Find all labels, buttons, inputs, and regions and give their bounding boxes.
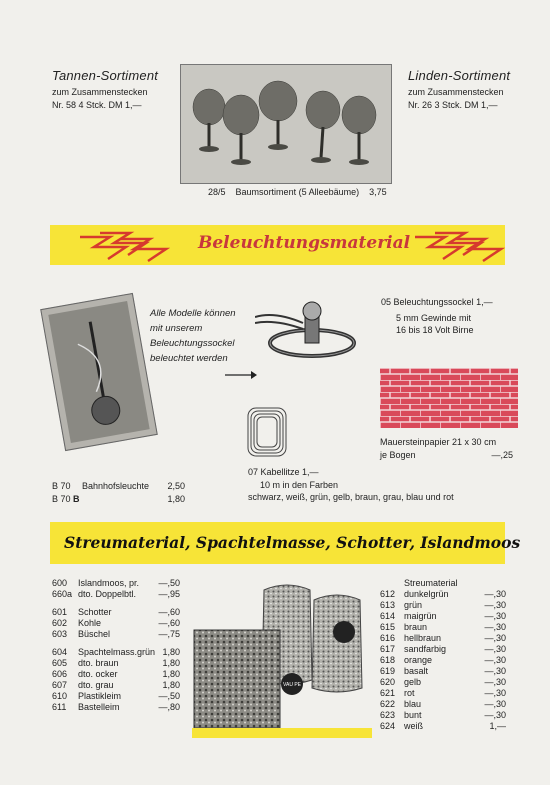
list-item: 660a dto. Doppelbtl. —,95 [52,589,180,599]
right-list-title: Streumaterial [404,578,458,588]
kabel-line3: schwarz, weiß, grün, gelb, braun, grau, blau und rot [248,492,454,502]
list-item: 600 Islandmoos, pr. —,50 [52,578,180,588]
beleuchtung-line-4: beleuchtet werden [150,353,228,364]
bags-photo [192,580,372,732]
mauer-price: —,25 [491,449,513,460]
list-item: 624 weiß 1,— [380,721,506,731]
list-item: 623 bunt —,30 [380,710,506,720]
kabel-line2: 10 m in den Farben [260,479,339,490]
list-item: 602 Kohle —,60 [52,618,180,628]
baum-text: Baumsortiment (5 Alleebäume) [235,187,360,197]
bahnhof-code-2-bold: B [73,493,80,504]
list-item: 611 Bastelleim —,80 [52,702,180,712]
list-item: 603 Büschel —,75 [52,629,180,639]
tannen-line2: Nr. 58 4 Stck. DM 1,— [52,99,142,110]
sockel-illustration [255,295,370,363]
mauer-text [380,436,513,461]
mauer-line1: Mauersteinpapier 21 x 30 cm [380,437,497,447]
sockel-line1: 05 Beleuchtungssockel 1,— [381,297,493,307]
list-item: 607 dto. grau 1,80 [52,680,180,690]
bahnhofsleuchte-photo [40,293,158,451]
brick-pattern [380,368,518,428]
beleuchtung-line-1: Alle Modelle können [150,308,236,319]
list-item: 616 hellbraun —,30 [380,633,506,643]
tannen-title: Tannen-Sortiment [52,68,159,83]
baum-caption [208,186,387,199]
list-item: 604 Spachtelmass.grün 1,80 [52,647,180,657]
bahnhof-code-2: B 70 [52,493,74,504]
list-item: 618 orange —,30 [380,655,506,665]
beleuchtung-text [150,306,236,366]
list-item: 622 blau —,30 [380,699,506,709]
bahnhof-code-1: B 70 [52,481,71,491]
list-spacer [52,640,180,647]
list-spacer [52,600,180,607]
list-item: 612 dunkelgrün —,30 [380,589,506,599]
list-item: 601 Schotter —,60 [52,607,180,617]
kabel-illustration [244,404,290,460]
bag-label: VAU PE [283,682,301,688]
sockel-text [381,296,493,337]
beleuchtung-line-3: Beleuchtungssockel [150,338,235,349]
linden-line2: Nr. 26 3 Stck. DM 1,— [408,99,498,110]
tannen-block [52,68,158,111]
lightning-icon-right [405,229,505,263]
bags-illustration [192,580,372,732]
linden-line1: zum Zusammenstecken [408,87,504,97]
bottom-yellow-stripe [192,728,372,738]
bahnhof-name-1: Bahnhofsleuchte [82,481,150,491]
arrow-icon [225,370,257,380]
list-item: 614 maigrün —,30 [380,611,506,621]
lightning-icon-left [70,229,170,263]
linden-block [408,68,510,111]
beleuchtung-line-2: mit unserem [150,323,203,334]
kabel-text [248,466,454,504]
bahnhof-price-1: 2,50 [167,481,185,491]
mauerstein-swatch [380,368,518,428]
kabel-line1: 07 Kabellitze 1,— [248,467,319,477]
list-item: 615 braun —,30 [380,622,506,632]
list-item: 610 Plastikleim —,50 [52,691,180,701]
list-item: 620 gelb —,30 [380,677,506,687]
list-item: 606 dto. ocker 1,80 [52,669,180,679]
bahnhof-price-2: 1,80 [167,493,185,504]
tree-photo [180,64,392,184]
tree-illustration [181,65,391,183]
list-item: 605 dto. braun 1,80 [52,658,180,668]
banner-beleuchtung [50,225,505,265]
list-item: 619 basalt —,30 [380,666,506,676]
bahnhof-name-2 [82,493,167,506]
baum-price: 3,75 [369,187,387,197]
sockel-line3: 16 bis 18 Volt Birne [396,325,474,335]
sockel-line2: 5 mm Gewinde mit [396,312,472,323]
list-item: 617 sandfarbig —,30 [380,644,506,654]
left-product-list [52,578,180,713]
list-item: 621 rot —,30 [380,688,506,698]
banner-streumaterial [50,522,521,564]
tannen-line1: zum Zusammenstecken [52,87,148,97]
baum-code: 28/5 [208,187,226,197]
lamp-illustration [41,294,156,450]
right-product-list [380,589,506,732]
mauer-line2: je Bogen [380,449,416,460]
banner-beleuchtung-title: Beleuchtungsmaterial [198,233,411,253]
banner-streumaterial-title: Streumaterial, Spachtelmasse, Schotter, Islandmoos [64,533,521,552]
list-item: 613 grün —,30 [380,600,506,610]
bahnhof-text [52,480,185,505]
linden-title: Linden-Sortiment [408,68,511,83]
